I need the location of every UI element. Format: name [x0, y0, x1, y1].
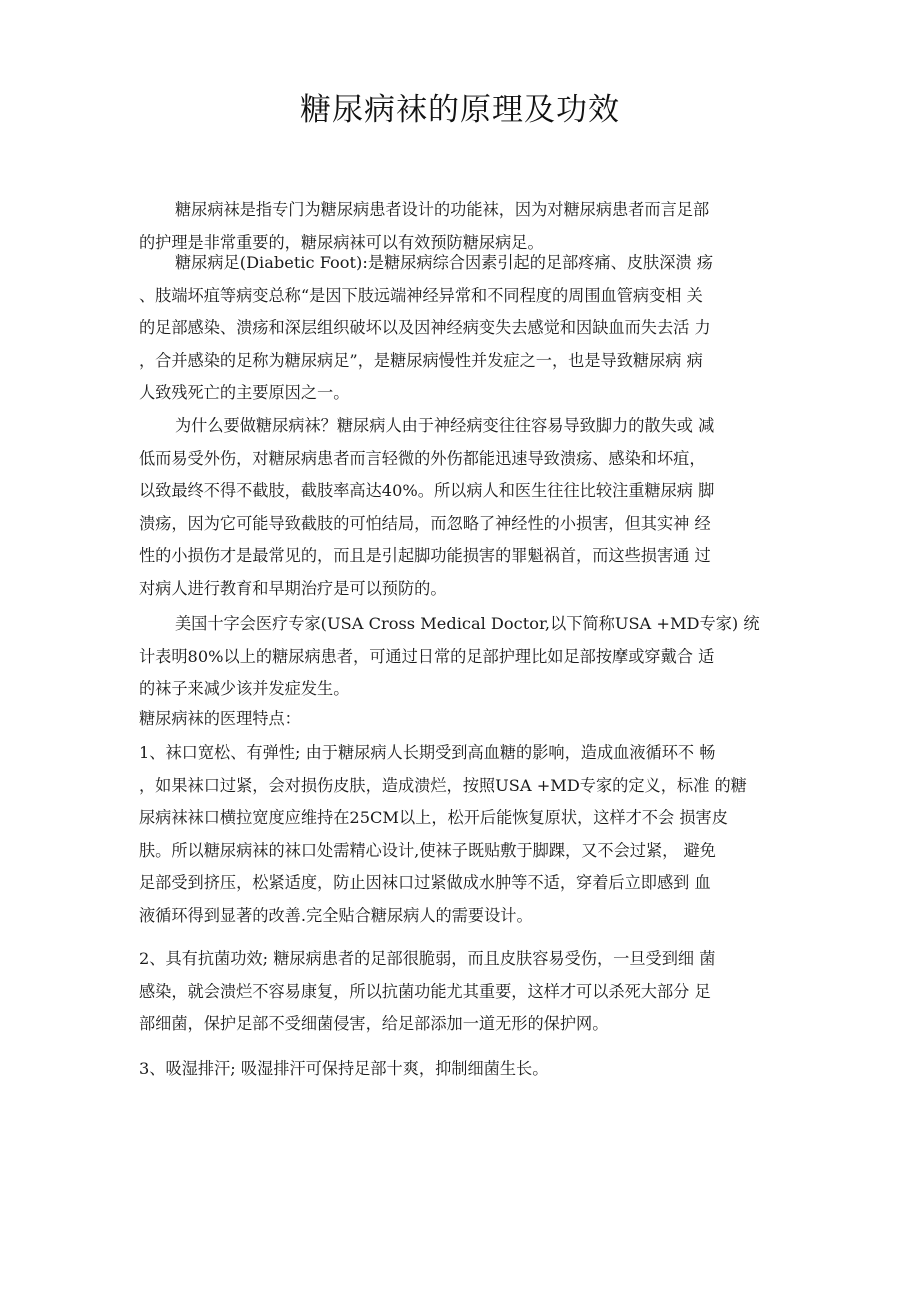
- paragraph-line: 尿病袜袜口横拉宽度应维持在25CM以上，松开后能恢复原状，这样才不会 损害皮: [139, 808, 728, 827]
- paragraph-line: 溃疡，因为它可能导致截肢的可怕结局，而忽略了神经性的小损害，但其实神 经: [139, 513, 711, 533]
- feature-item-2: [139, 943, 801, 1041]
- paragraph-line: 的护理是非常重要的，糖尿病袜可以有效预防糖尿病足。: [139, 232, 544, 252]
- paragraph-statistics: [139, 608, 801, 706]
- section-heading: 糖尿病袜的医理特点：: [139, 709, 301, 728]
- paragraph-line: ，合并感染的足称为糖尿病足”，是糖尿病慢性并发症之一，也是导致糖尿病 病: [139, 350, 703, 370]
- paragraph-line: 的足部感染、溃疡和深层组织破坏以及因神经病变失去感觉和因缺血而失去活 力: [139, 318, 711, 337]
- paragraph-line: 人致残死亡的主要原因之一。: [139, 383, 350, 402]
- paragraph-line: 肤。所以糖尿病袜的袜口处需精心设计,使袜子既贴敷于脚踝，又不会过紧， 避免: [139, 840, 716, 860]
- paragraph-diabetic-foot: [139, 247, 801, 410]
- paragraph-line: 糖尿病足(Diabetic Foot):是糖尿病综合因素引起的足部疼痛、皮肤深溃 疡: [175, 253, 713, 272]
- paragraph-line: 以致最终不得不截肢，截肢率高达40%。所以病人和医生往往比较注重糖尿病 脚: [139, 481, 715, 500]
- paragraph-line: 糖尿病袜是指专门为糖尿病患者设计的功能袜，因为对糖尿病患者而言足部: [175, 200, 710, 219]
- paragraph-line: 2、具有抗菌功效; 糖尿病患者的足部很脆弱，而且皮肤容易受伤，一旦受到细 菌: [139, 949, 716, 968]
- section-heading-features: [139, 703, 801, 736]
- paragraph-line: 计表明80%以上的糖尿病患者，可通过日常的足部护理比如足部按摩或穿戴合 适: [139, 646, 715, 666]
- paragraph-line: 足部受到挤压，松紧适度，防止因袜口过紧做成水肿等不适，穿着后立即感到 血: [139, 873, 711, 892]
- paragraph-line: 美国十字会医疗专家(USA Cross Medical Doctor,以下简称USA +MD专家) 统: [175, 614, 760, 633]
- paragraph-line: 部细菌，保护足部不受细菌侵害，给足部添加一道无形的保护网。: [139, 1014, 609, 1033]
- feature-item-1: [139, 737, 801, 932]
- paragraph-line: 1、袜口宽松、有弹性; 由于糖尿病人长期受到高血糖的影响，造成血液循环不 畅: [139, 743, 716, 762]
- paragraph-line: 性的小损伤才是最常见的，而且是引起脚功能损害的罪魁祸首，而这些损害通 过: [139, 546, 711, 565]
- paragraph-line: 低而易受外伤，对糖尿病患者而言轻微的外伤都能迅速导致溃疡、感染和坏疽，: [139, 448, 706, 468]
- paragraph-line: 液循环得到显著的改善.完全贴合糖尿病人的需要设计。: [139, 905, 533, 925]
- paragraph-line: 感染，就会溃烂不容易康复，所以抗菌功能尤其重要，这样才可以杀死大部分 足: [139, 981, 711, 1001]
- paragraph-line: ，如果袜口过紧，会对损伤皮肤，造成溃烂，按照USA +MD专家的定义，标准 的糖: [139, 775, 747, 795]
- paragraph-line: 的袜子来减少该并发症发生。: [139, 679, 350, 698]
- paragraph-line: 3、吸湿排汗; 吸湿排汗可保持足部十爽，抑制细菌生长。: [139, 1059, 549, 1078]
- paragraph-line: 对病人进行教育和早期治疗是可以预防的。: [139, 578, 447, 598]
- feature-item-3: [139, 1053, 801, 1086]
- paragraph-line: 、肢端坏疽等病变总称“是因下肢远端神经异常和不同程度的周围血管病变相 关: [139, 285, 703, 305]
- document-title: 糖尿病袜的原理及功效: [300, 92, 620, 128]
- paragraph-why: [139, 410, 801, 605]
- paragraph-line: 为什么要做糖尿病袜？糖尿病人由于神经病变往往容易导致脚力的散失或 减: [175, 416, 715, 435]
